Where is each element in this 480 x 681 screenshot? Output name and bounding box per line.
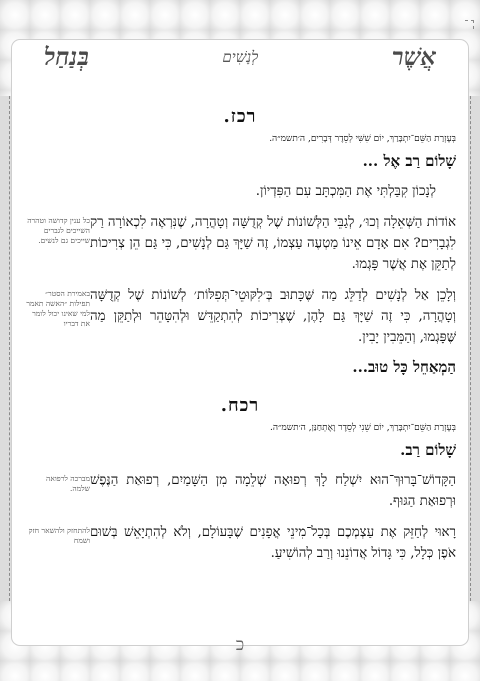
page-content bbox=[24, 100, 456, 574]
header-right-title: אֲשֶׁר bbox=[391, 42, 436, 71]
letter-signoff: הַמְאַחֵל כָּל טוּב... bbox=[352, 358, 456, 376]
margin-note bbox=[24, 181, 90, 185]
paragraph-text: רָאוּי לְחַזֵּק אֶת עַצְמְכֶם בְּכָל־מִינֵי אֳפָנִים שֶׁבָּעוֹלָם, וְלֹא לְהִתְיָאֵשׁ בְּשׁוּם אֹפֶן כְּלָל, כִּי גָּדוֹל אֲדוֹנֵנוּ וְרַב לְהוֹשִׁיעַ. bbox=[90, 525, 456, 561]
page-number: כ bbox=[235, 635, 245, 655]
paragraph-text: וְלָכֵן אַל לְנָשִׁים לְדַלֵּג מַה שֶּׁכָּתוּב בְּ׳לִקּוּטֵי־תְּפִלּוֹת׳ לְשׁוֹנוֹת שֶׁל קְדֻשָּׁה וְטָהֳרָה, כִּי זֶה שַׁיָּךְ גַּם לָהֶן, שֶׁצְּרִיכוֹת לְהִתְקַדֵּשׁ וּלְהִטָּהֵר וּלְתַקֵּן מַה שֶּׁפָּגְמוּ, וְהַמֵּבִין יָבִין. bbox=[90, 288, 456, 345]
paragraph-row bbox=[24, 285, 456, 348]
paragraph-row bbox=[24, 470, 456, 512]
right-dashed-border bbox=[470, 96, 471, 601]
paragraph-text: לְנָכוֹן קִבַּלְתִּי אֶת הַמִּכְתָּב עִם הַפִּדְיוֹן. bbox=[255, 184, 436, 199]
header-middle-title: לְנָשִׁים bbox=[222, 47, 259, 66]
margin-note: כל ענין קדושה וטהרה השייכים לגברים שייכים גם לנשים. bbox=[27, 216, 90, 245]
letter-number: רכז. bbox=[223, 106, 257, 127]
running-header bbox=[44, 42, 436, 72]
letter-date: בְּעֶזְרַת הַשֵּׁם־יִתְבָּרַךְ, יוֹם שִׁשִּׁי לְסֵדֶר דְּבָרִים, ה׳תשמ״ה. bbox=[269, 134, 456, 144]
paragraph-text: אוֹדוֹת הַשְּׁאֵלָה וְכוּ׳, לְגַבֵּי הַלְּשׁוֹנוֹת שֶׁל קְדֻשָּׁה וְטָהֳרָה, שֶׁנִּרְאֶה לִכְאוֹרָה רַק לִגְבָרִים? אִם אָדָם אֵינוֹ מַטְעֶה עַצְמוֹ, זֶה שַׁיָּךְ גַּם לְנָשִׁים, כִּי גַּם הֵן צְרִיכוֹת לְתַקֵּן אֶת אֲשֶׁר פָּגְמוּ. bbox=[90, 215, 456, 272]
margin-note: להתחזק ולהשאר חזק ושמח bbox=[28, 526, 90, 545]
header-left-title: בְּנַחַל bbox=[44, 42, 89, 71]
paragraph-row bbox=[24, 181, 456, 202]
corner-mark bbox=[465, 20, 474, 29]
letter-section bbox=[24, 395, 456, 564]
letter-section bbox=[24, 106, 456, 377]
letter-number: רכח. bbox=[220, 395, 260, 416]
letter-date: בְּעֶזְרַת הַשֵּׁם־יִתְבָּרַךְ, יוֹם שֵׁנִי לְסֵדֶר וָאֶתְחַנַּן, ה׳תשמ״ה. bbox=[269, 423, 456, 433]
letter-greeting: שָׁלוֹם רַב אֶל ... bbox=[362, 152, 456, 170]
paragraph-row bbox=[24, 212, 456, 275]
paragraph-text: הַקָּדוֹשׁ־בָּרוּךְ־הוּא יִשְׁלַח לָךְ רְפוּאָה שְׁלֵמָה מִן הַשָּׁמַיִם, רְפוּאַת הַנֶּפֶשׁ וּרְפוּאַת הַגּוּף. bbox=[90, 473, 456, 509]
left-dashed-border bbox=[9, 96, 10, 601]
paragraph-row bbox=[24, 522, 456, 564]
letter-greeting: שָׁלוֹם רַב. bbox=[400, 441, 456, 459]
margin-note: באמירת הסטר״ תפילות ״האשה תאמר למי שאינו יכול לומר את דבריו bbox=[26, 289, 90, 328]
margin-note: מברכה לרפואה שלמה. bbox=[46, 474, 90, 493]
